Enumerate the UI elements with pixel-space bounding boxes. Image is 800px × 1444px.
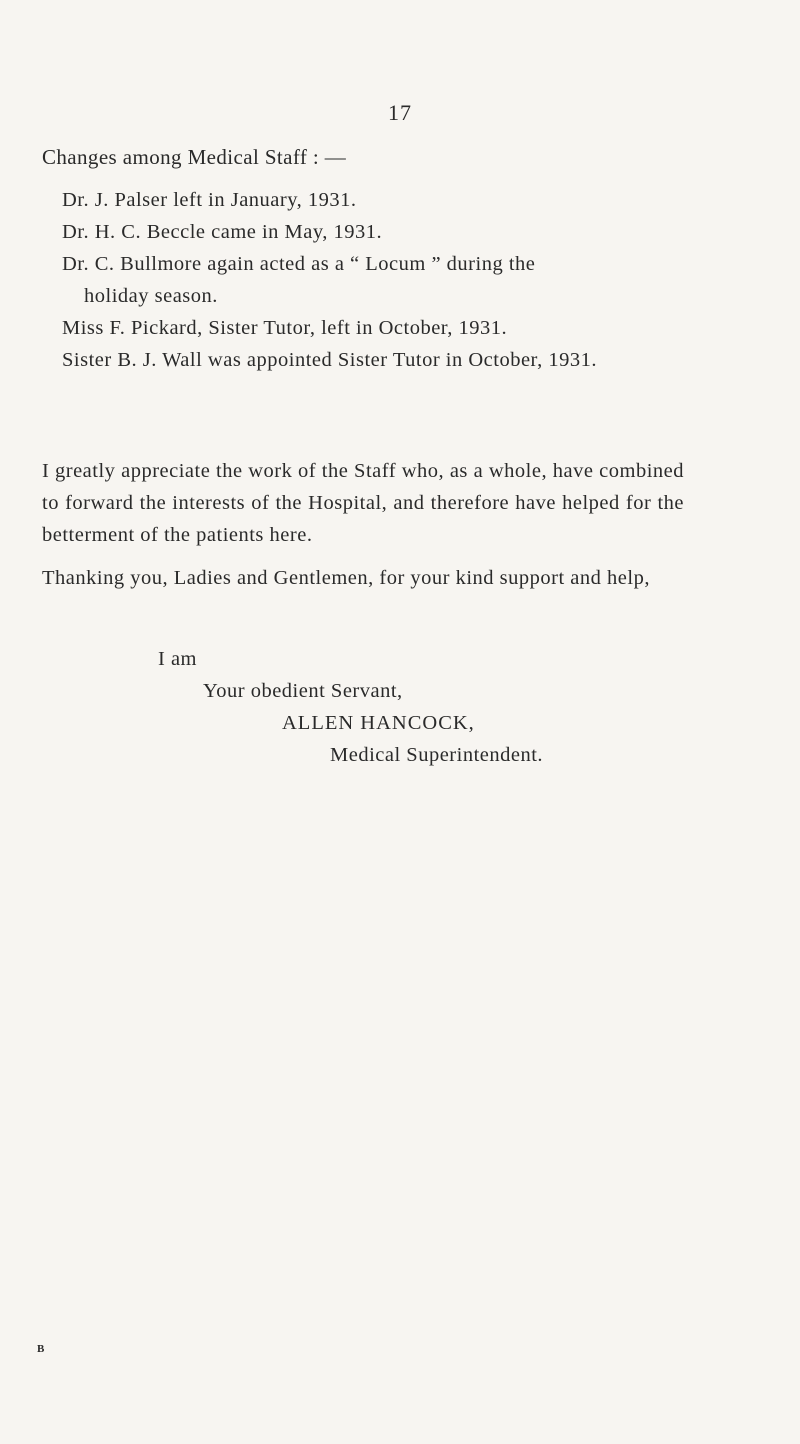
list-item bbox=[62, 248, 702, 312]
signatory-title: Medical Superintendent. bbox=[330, 744, 544, 766]
list-item: Dr. H. C. Beccle came in May, 1931. bbox=[62, 221, 383, 243]
list-item-line: Dr. C. Bullmore again acted as a “ Locum ” during the bbox=[62, 253, 536, 275]
page-number: 17 bbox=[388, 100, 412, 125]
closing-servant: Your obedient Servant, bbox=[203, 680, 403, 702]
staff-changes-list bbox=[62, 184, 702, 376]
list-item: Sister B. J. Wall was appointed Sister Tutor in October, 1931. bbox=[62, 349, 597, 371]
list-item-continuation: holiday season. bbox=[84, 285, 218, 307]
appreciation-paragraph: I greatly appreciate the work of the Staff who, as a whole, have combined to forward the interests of the Hospital, and therefore have helped for the betterment of the patients here. bbox=[42, 460, 684, 546]
list-item: Dr. J. Palser left in January, 1931. bbox=[62, 189, 357, 211]
section-heading: Changes among Medical Staff : — bbox=[42, 145, 347, 169]
signatory-name: ALLEN HANCOCK, bbox=[282, 712, 475, 734]
thanks-paragraph: Thanking you, Ladies and Gentlemen, for your kind support and help, bbox=[42, 567, 650, 589]
signature-mark: B bbox=[37, 1343, 45, 1355]
list-item: Miss F. Pickard, Sister Tutor, left in October, 1931. bbox=[62, 317, 508, 339]
closing-i-am: I am bbox=[158, 648, 197, 670]
